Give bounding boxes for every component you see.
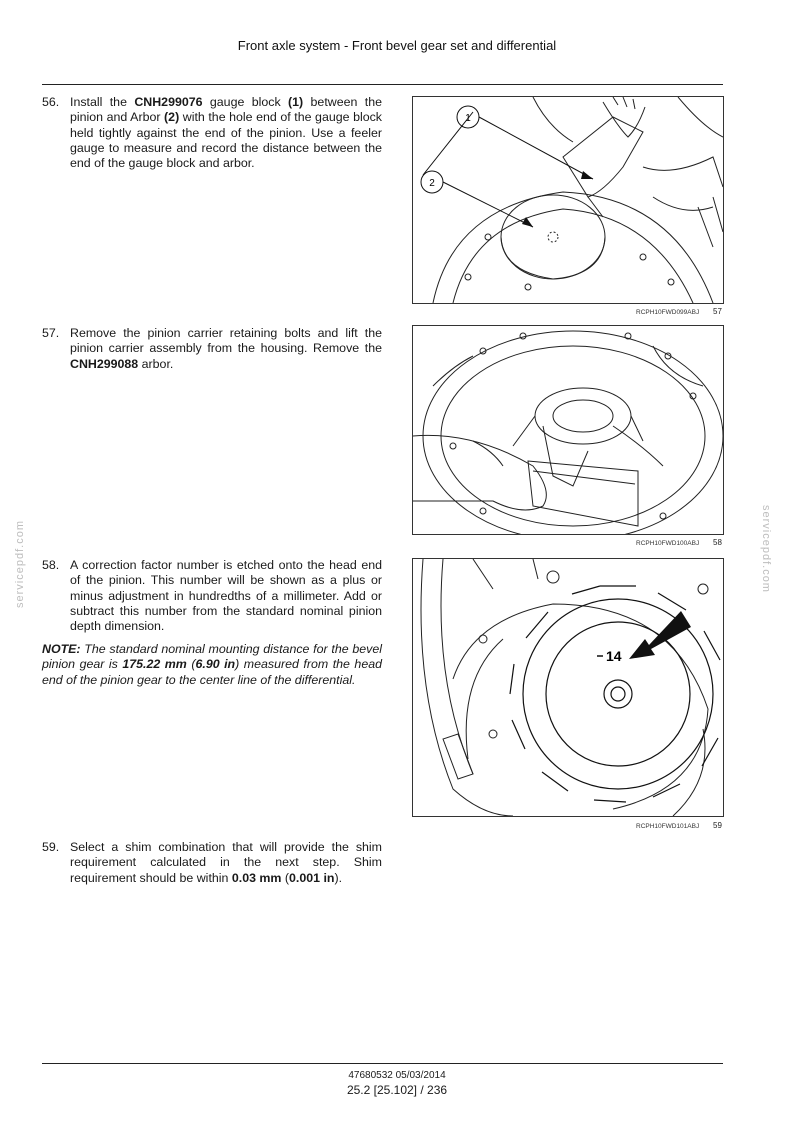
gauge-block-illustration [413,97,723,303]
step-number: 58. [42,558,60,572]
header-rule [42,84,723,85]
figure-number: 59 [713,821,722,830]
step-text: Install the CNH299076 gauge block (1) between the pinion and Arbor (2) with the hole end of the gauge block held tightly against the end of the pinion. Use a feeler gauge to measure and record the distance between the end of the gauge block and arbor. [70,95,382,171]
callout-1: 1 [465,113,471,124]
figure-number: 58 [713,538,722,547]
pinion-gear-illustration [413,559,723,816]
figure-code: RCPH10FWD099ABJ [636,309,700,316]
figure-gauge-block-install [412,96,724,304]
step-number: 56. [42,95,60,109]
step-56 [42,95,382,171]
step-59 [42,840,382,886]
watermark-left: servicepdf.com [14,520,26,608]
page-header-title: Front axle system - Front bevel gear set and differential [237,38,557,53]
step-text: A correction factor number is etched onto the head end of the pinion. This number will be shown as a plus or minus adjustment in hundredths of a millimeter. Add or subtract this number from the standard nominal pinion depth dimension. [70,558,382,634]
step-57 [42,326,382,372]
figure-code: RCPH10FWD100ABJ [636,540,700,547]
pinion-carrier-illustration [413,326,723,534]
step-58 [42,558,382,634]
watermark-right: servicepdf.com [760,505,772,593]
step-number: 59. [42,840,60,854]
step-text: Select a shim combination that will provide the shim requirement calculated in the next step. Shim requirement should be within 0.03 mm (0.001 in). [70,840,382,885]
step-number: 57. [42,326,60,340]
step-text: Remove the pinion carrier retaining bolts and lift the pinion carrier assembly from the housing. Remove the CNH299088 arbor. [70,326,382,371]
figure-number: 57 [713,307,722,316]
figure-pinion-correction-number [412,558,724,817]
note-label: NOTE: [42,642,81,656]
callout-2: 2 [429,178,435,189]
etched-correction-number: 14 [606,648,622,664]
footer-page-number: 25.2 [25.102] / 236 [346,1083,448,1097]
figure-pinion-carrier-removal [412,325,724,535]
figure-code: RCPH10FWD101ABJ [636,823,700,830]
footer-rule [42,1063,723,1064]
footer-document-id: 47680532 05/03/2014 [348,1070,446,1081]
note-block: NOTE: The standard nominal mounting distance for the bevel pinion gear is 175.22 mm (6.90 in) measured from the head end of the pinion gear to the center line of the differential. [42,642,382,687]
